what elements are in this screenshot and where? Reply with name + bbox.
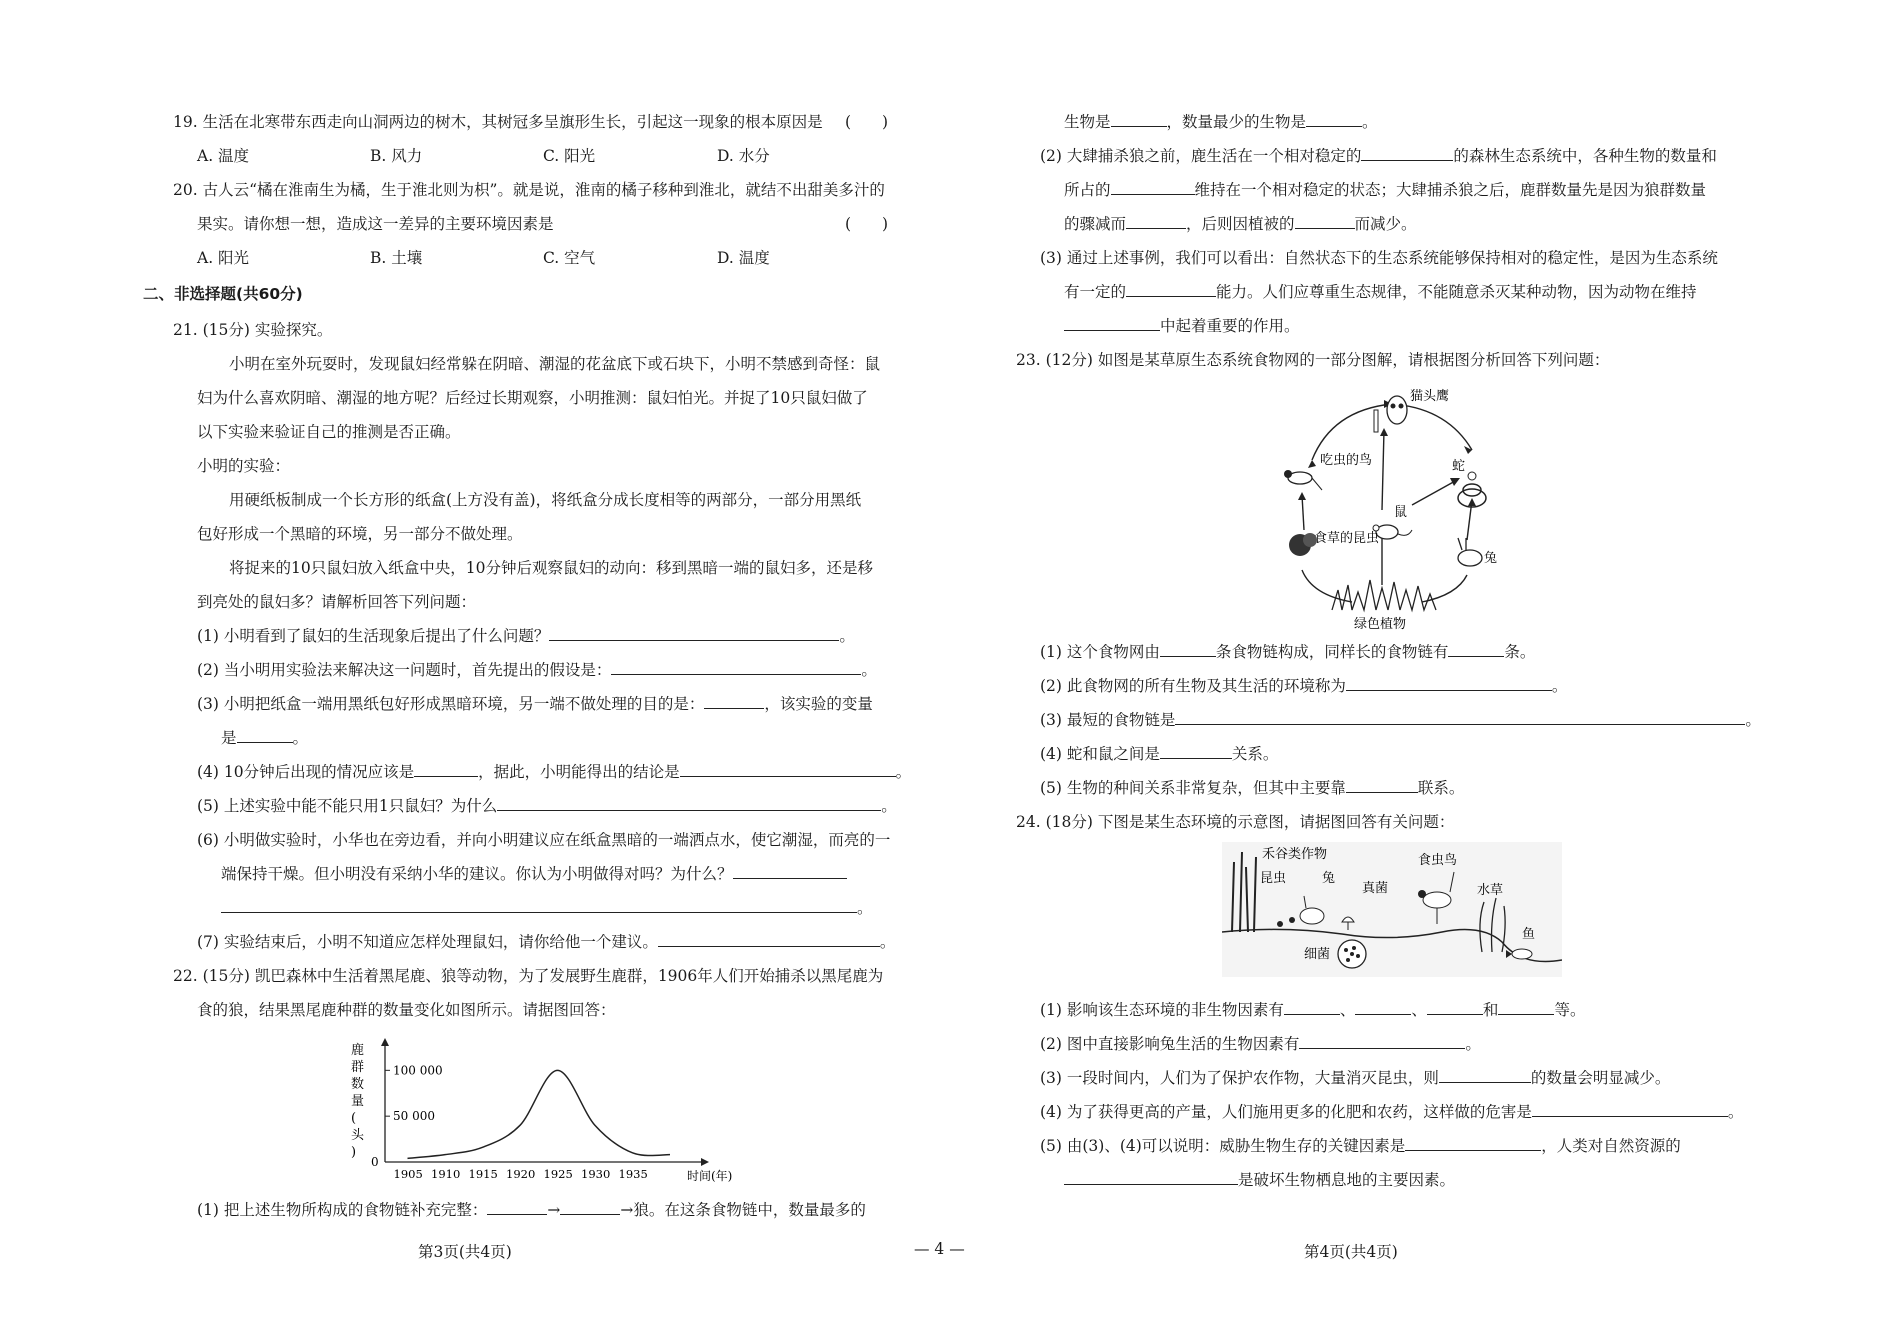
q22-cont-l6b: 能力。人们应尊重生态规律，不能随意杀灭某种动物，因为动物在维持 — [1216, 283, 1697, 301]
q21-s3-period: 。 — [292, 729, 309, 747]
label-bird: 吃虫的鸟 — [1320, 453, 1373, 468]
q21-s3-text-c: 是 — [221, 729, 237, 747]
q24-s5-a: (5) 由(3)、(4)可以说明：威胁生物生存的关键因素是 — [1040, 1137, 1406, 1155]
q24-s6-text: 是破坏生物栖息地的主要因素。 — [1238, 1171, 1456, 1189]
q21-s6a: (6) 小明做实验时，小华也在旁边看，并向小明建议应在纸盒黑暗的一端洒点水，使它潮湿，而亮的一 — [197, 831, 891, 849]
y-axis-label-char: 群 — [351, 1060, 365, 1075]
q24-s1 — [1040, 1000, 1585, 1020]
label-weed: 水草 — [1477, 883, 1504, 898]
q22-s2-blank-3[interactable] — [1126, 214, 1186, 229]
label-insect: 昆虫 — [1260, 871, 1287, 886]
bacteria-icon — [1338, 940, 1366, 968]
q22-s1-blank-1[interactable] — [487, 1200, 547, 1215]
q24-s5-b: ，人类对自然资源的 — [1541, 1137, 1681, 1155]
q21-s7-blank[interactable] — [658, 932, 880, 947]
x-axis-label: 时间(年) — [687, 1169, 733, 1183]
q21-p1b: 妇为什么喜欢阴暗、潮湿的地方呢？后经过长期观察，小明推测：鼠妇怕光。并捉了10只鼠妇做了 — [197, 389, 868, 407]
q24-s1-a: (1) 影响该生态环境的非生物因素有 — [1040, 1001, 1284, 1019]
q19-option-c: C. 阳光 — [543, 147, 596, 165]
q23-s4-blank[interactable] — [1160, 744, 1232, 759]
q21-s4-blank-conclusion[interactable] — [680, 762, 896, 777]
q24-s1-blank-4[interactable] — [1498, 1000, 1554, 1015]
q21-s4-period: 。 — [895, 763, 912, 781]
q23-s5-a: (5) 生物的种间关系非常复杂，但其中主要靠 — [1040, 779, 1346, 797]
q23-s5 — [1040, 778, 1464, 798]
y-axis-label-char: 头 — [351, 1128, 365, 1143]
q22-s1-text-c: →狼。在这条食物链中，数量最多的 — [620, 1201, 866, 1219]
q21-s6c — [221, 898, 873, 918]
label-rabbit: 兔 — [1484, 551, 1498, 566]
q21-p3a: 用硬纸板制成一个长方形的纸盒(上方没有盖)，将纸盒分成长度相等的两部分，一部分用黑纸 — [229, 491, 862, 509]
q19-option-d: D. 水分 — [717, 147, 770, 165]
q21-s3-blank-variable[interactable] — [237, 728, 293, 743]
q22-cont-l1a: 生物是 — [1064, 113, 1111, 131]
q21-s1 — [197, 626, 855, 646]
y-axis-label-char: 数 — [351, 1077, 365, 1092]
q21-p4a: 将捉来的10只鼠妇放入纸盒中央，10分钟后观察鼠妇的动向：移到黑暗一端的鼠妇多，还是移 — [229, 559, 873, 577]
ecosystem-illustration — [1222, 842, 1562, 977]
q22-cont-line-6 — [1064, 282, 1697, 302]
q21-s3-cont — [221, 728, 308, 748]
section-2-title: 二、非选择题(共60分) — [143, 285, 303, 303]
q21-s3 — [197, 694, 873, 714]
footer-left: 第3页(共4页) — [418, 1243, 512, 1261]
q21-s6-blank-2[interactable] — [221, 898, 857, 913]
q20-option-c: C. 空气 — [543, 249, 596, 267]
q22-s3-blank-2[interactable] — [1064, 316, 1160, 331]
q22-head-1: 22. (15分) 凯巴森林中生活着黑尾鹿、狼等动物，为了发展野生鹿群，1906年人们开始捕杀以黑尾鹿为 — [173, 967, 884, 985]
q24-s2-text: (2) 图中直接影响兔生活的生物因素有 — [1040, 1035, 1300, 1053]
q22-s3-blank-1[interactable] — [1126, 282, 1216, 297]
q23-s1-c: 条。 — [1504, 643, 1536, 661]
q19-stem-text: 19. 生活在北寒带东西走向山洞两边的树木，其树冠多呈旗形生长，引起这一现象的根本原因是 — [173, 113, 823, 131]
q22-s1-arrow: → — [547, 1201, 561, 1219]
q22-cont-line-4 — [1064, 214, 1417, 234]
q23-s3-blank[interactable] — [1175, 710, 1745, 725]
q22-cont-line-7 — [1064, 316, 1300, 336]
label-rabbit: 兔 — [1322, 871, 1336, 886]
bird-icon — [1284, 470, 1322, 490]
q23-s4-b: 关系。 — [1231, 745, 1279, 763]
q23-s5-b: 联系。 — [1417, 779, 1465, 797]
label-plant: 绿色植物 — [1354, 617, 1407, 630]
q21-s2 — [197, 660, 877, 680]
q22-cont-line-1 — [1064, 112, 1378, 132]
q23-s2-blank[interactable] — [1346, 676, 1552, 691]
x-tick-label: 1905 — [393, 1167, 423, 1181]
q20-option-a: A. 阳光 — [197, 249, 250, 267]
q21-s5-period: 。 — [881, 797, 897, 815]
q24-s4 — [1040, 1102, 1743, 1122]
y-tick-label: 100 000 — [393, 1063, 443, 1078]
insect-icon-2 — [1289, 917, 1295, 923]
q24-s2 — [1040, 1034, 1481, 1054]
q21-s2-blank[interactable] — [611, 660, 861, 675]
q20-option-b: B. 土壤 — [370, 249, 423, 267]
q22-cont-line-5: (3) 通过上述事例，我们可以看出：自然状态下的生态系统能够保持相对的稳定性，是因为生态系统 — [1040, 249, 1718, 267]
q21-s7-period: 。 — [879, 933, 896, 951]
q22-least-blank[interactable] — [1306, 112, 1362, 127]
q22-s2-blank-4[interactable] — [1295, 214, 1355, 229]
q24-s2-period: 。 — [1465, 1035, 1481, 1053]
y-tick-label: 50 000 — [393, 1109, 435, 1124]
q21-s5-blank[interactable] — [497, 796, 881, 811]
deer-population-chart — [325, 1032, 745, 1192]
q22-s2-blank-2[interactable] — [1111, 180, 1195, 195]
x-tick-label: 1925 — [543, 1167, 573, 1181]
x-tick-label: 1915 — [468, 1167, 498, 1181]
q21-s6-blank-1[interactable] — [733, 864, 847, 879]
q21-s6b — [221, 864, 847, 884]
grass-icon — [1332, 580, 1436, 610]
q24-s5-blank-1[interactable] — [1405, 1136, 1541, 1151]
q21-s7 — [197, 932, 895, 952]
owl-icon — [1374, 396, 1407, 432]
q22-cont-l3a: 所占的 — [1064, 181, 1111, 199]
q21-s3-text-b: ，该实验的变量 — [764, 695, 873, 713]
q24-s2-blank[interactable] — [1299, 1034, 1465, 1049]
q24-s6 — [1064, 1170, 1455, 1190]
q22-cont-period: 。 — [1362, 113, 1378, 131]
label-fish: 鱼 — [1522, 927, 1536, 942]
q23-s1 — [1040, 642, 1535, 662]
q23-s2-text: (2) 此食物网的所有生物及其生活的环境称为 — [1040, 677, 1346, 695]
x-tick-label: 1935 — [618, 1167, 648, 1181]
q21-p1c: 以下实验来验证自己的推测是否正确。 — [197, 423, 461, 441]
q23-s1-blank-1[interactable] — [1160, 642, 1216, 657]
q21-s1-text: (1) 小明看到了鼠妇的生活现象后提出了什么问题？ — [197, 627, 550, 645]
q22-s1 — [197, 1200, 866, 1220]
q22-cont-l2a: (2) 大肆捕杀狼之前，鹿生活在一个相对稳定的 — [1040, 147, 1362, 165]
q21-s4-blank-result[interactable] — [414, 762, 478, 777]
q24-s1-blank-3[interactable] — [1427, 1000, 1483, 1015]
y-axis-label-char: 鹿 — [351, 1043, 365, 1058]
q21-p4b: 到亮处的鼠妇多？请解析回答下列问题： — [197, 593, 477, 611]
insect-icon — [1277, 921, 1283, 927]
q20-stem-1: 20. 古人云“橘在淮南生为橘，生于淮北则为枳”。就是说，淮南的橘子移种到淮北，就结不出甜美多汁的 — [173, 181, 885, 199]
label-fungi: 真菌 — [1362, 881, 1389, 896]
q22-head-2: 食的狼，结果黑尾鹿种群的数量变化如图所示。请据图回答： — [197, 1001, 616, 1019]
q24-s4-text: (4) 为了获得更高的产量，人们施用更多的化肥和农药，这样做的危害是 — [1040, 1103, 1532, 1121]
q24-s1-and: 和 — [1482, 1001, 1499, 1019]
footer-right: 第4页(共4页) — [1304, 1243, 1398, 1261]
y-axis-arrow — [381, 1038, 389, 1046]
q23-s2 — [1040, 676, 1567, 696]
q21-p1a: 小明在室外玩耍时，发现鼠妇经常躲在阴暗、潮湿的花盆底下或石块下，小明不禁感到奇怪：鼠 — [229, 355, 881, 373]
label-snake: 蛇 — [1452, 459, 1466, 474]
food-web-diagram — [1272, 380, 1502, 630]
q24-s4-period: 。 — [1727, 1103, 1744, 1121]
origin-label: 0 — [371, 1155, 379, 1169]
label-mouse: 鼠 — [1394, 505, 1408, 520]
q23-s4-a: (4) 蛇和鼠之间是 — [1040, 745, 1160, 763]
label-bird: 食虫鸟 — [1418, 853, 1458, 868]
q23-s2-period: 。 — [1551, 677, 1568, 695]
q22-s1-blank-2[interactable] — [560, 1200, 620, 1215]
q24-s1-sep-1: 、 — [1339, 1001, 1356, 1019]
q23-s4 — [1040, 744, 1278, 764]
q21-s5-text: (5) 上述实验中能不能只用1只鼠妇？为什么 — [197, 797, 498, 815]
q24-s1-d: 等。 — [1554, 1001, 1586, 1019]
population-curve — [408, 1070, 671, 1158]
q22-cont-l1b: ，数量最少的生物是 — [1166, 113, 1307, 131]
insect-icon — [1289, 533, 1317, 556]
q23-s5-blank[interactable] — [1346, 778, 1418, 793]
q23-s3-period: 。 — [1745, 711, 1761, 729]
q21-s6b-text: 端保持干燥。但小明没有采纳小华的建议。你认为小明做得对吗？为什么？ — [221, 865, 733, 883]
label-crops: 禾谷类作物 — [1262, 847, 1328, 862]
q22-s2-blank-1[interactable] — [1361, 146, 1453, 161]
q19-stem — [173, 112, 823, 132]
q24-s3-b: 的数量会明显减少。 — [1530, 1069, 1671, 1087]
q22-cont-l6a: 有一定的 — [1064, 283, 1127, 301]
footer-center: — 4 — — [914, 1240, 965, 1258]
q21-s6-period: 。 — [857, 899, 873, 917]
q20-option-d: D. 温度 — [717, 249, 770, 267]
x-tick-label: 1910 — [431, 1167, 461, 1181]
q21-p2: 小明的实验： — [197, 457, 291, 475]
q21-p3b: 包好形成一个黑暗的环境，另一部分不做处理。 — [197, 525, 523, 543]
x-tick-label: 1930 — [581, 1167, 611, 1181]
q21-s4-text-b: ，据此，小明能得出的结论是 — [478, 763, 680, 781]
q21-head: 21. (15分) 实验探究。 — [173, 321, 333, 339]
q21-s2-text: (2) 当小明用实验法来解决这一问题时，首先提出的假设是： — [197, 661, 612, 679]
q21-s4-text-a: (4) 10分钟后出现的情况应该是 — [197, 763, 415, 781]
q21-s3-text-a: (3) 小明把纸盒一端用黑纸包好形成黑暗环境，另一端不做处理的目的是： — [197, 695, 705, 713]
q22-cont-line-3 — [1064, 180, 1706, 200]
y-axis-label-char: 量 — [351, 1094, 365, 1109]
q21-s3-blank-purpose[interactable] — [704, 694, 764, 709]
q19-option-a: A. 温度 — [197, 147, 250, 165]
q24-s5-blank-2[interactable] — [1064, 1170, 1238, 1185]
q21-s1-period: 。 — [839, 627, 855, 645]
q20-stem-2: 果实。请你想一想，造成这一差异的主要环境因素是 — [197, 215, 554, 233]
y-axis-label-char: ) — [351, 1145, 357, 1160]
q23-s3 — [1040, 710, 1761, 730]
q23-s1-blank-2[interactable] — [1448, 642, 1504, 657]
q21-s2-period: 。 — [861, 661, 877, 679]
q21-s4 — [197, 762, 911, 782]
q24-s1-blank-1[interactable] — [1284, 1000, 1340, 1015]
q24-s3-a: (3) 一段时间内，人们为了保护农作物，大量消灭昆虫，则 — [1040, 1069, 1439, 1087]
q24-head: 24. (18分) 下图是某生态环境的示意图，请据图回答有关问题： — [1016, 813, 1455, 831]
q21-s5 — [197, 796, 897, 816]
q22-cont-l7: 中起着重要的作用。 — [1160, 317, 1300, 335]
q19-paren: ( ) — [845, 113, 889, 131]
q24-s1-blank-2[interactable] — [1355, 1000, 1411, 1015]
q24-s5 — [1040, 1136, 1681, 1156]
q21-s1-blank[interactable] — [549, 626, 839, 641]
q24-s1-sep-2: 、 — [1411, 1001, 1427, 1019]
label-insect: 食草的昆虫 — [1314, 531, 1380, 546]
label-bacteria: 细菌 — [1304, 947, 1331, 962]
q19-option-b: B. 风力 — [370, 147, 423, 165]
q23-s3-text: (3) 最短的食物链是 — [1040, 711, 1176, 729]
q22-cont-l2b: 的森林生态系统中，各种生物的数量和 — [1453, 147, 1717, 165]
q22-cont-l4c: 而减少。 — [1354, 215, 1417, 233]
y-axis-label-char: ( — [351, 1111, 357, 1126]
q24-s4-blank[interactable] — [1532, 1102, 1728, 1117]
q21-s7-text: (7) 实验结束后，小明不知道应怎样处理鼠妇，请你给他一个建议。 — [197, 933, 658, 951]
q24-s3-blank[interactable] — [1439, 1068, 1531, 1083]
q22-cont-l3b: 维持在一个相对稳定的状态；大肆捕杀狼之后，鹿群数量先是因为狼群数量 — [1194, 181, 1707, 199]
label-owl: 猫头鹰 — [1410, 389, 1450, 404]
q22-cont-line-2 — [1040, 146, 1717, 166]
rabbit-icon — [1458, 538, 1482, 566]
x-axis-arrow — [701, 1158, 709, 1166]
q22-cont-l4a: 的骤减而 — [1064, 215, 1127, 233]
q23-head: 23. (12分) 如图是某草原生态系统食物网的一部分图解，请根据图分析回答下列问题： — [1016, 351, 1610, 369]
q22-s1-text-a: (1) 把上述生物所构成的食物链补充完整： — [197, 1201, 488, 1219]
q22-most-blank[interactable] — [1111, 112, 1167, 127]
x-tick-label: 1920 — [506, 1167, 536, 1181]
q23-s1-a: (1) 这个食物网由 — [1040, 643, 1160, 661]
q24-s3 — [1040, 1068, 1670, 1088]
q23-s1-b: 条食物链构成，同样长的食物链有 — [1215, 643, 1449, 661]
q22-cont-l4b: ，后则因植被的 — [1186, 215, 1295, 233]
q20-paren: ( ) — [845, 215, 889, 233]
